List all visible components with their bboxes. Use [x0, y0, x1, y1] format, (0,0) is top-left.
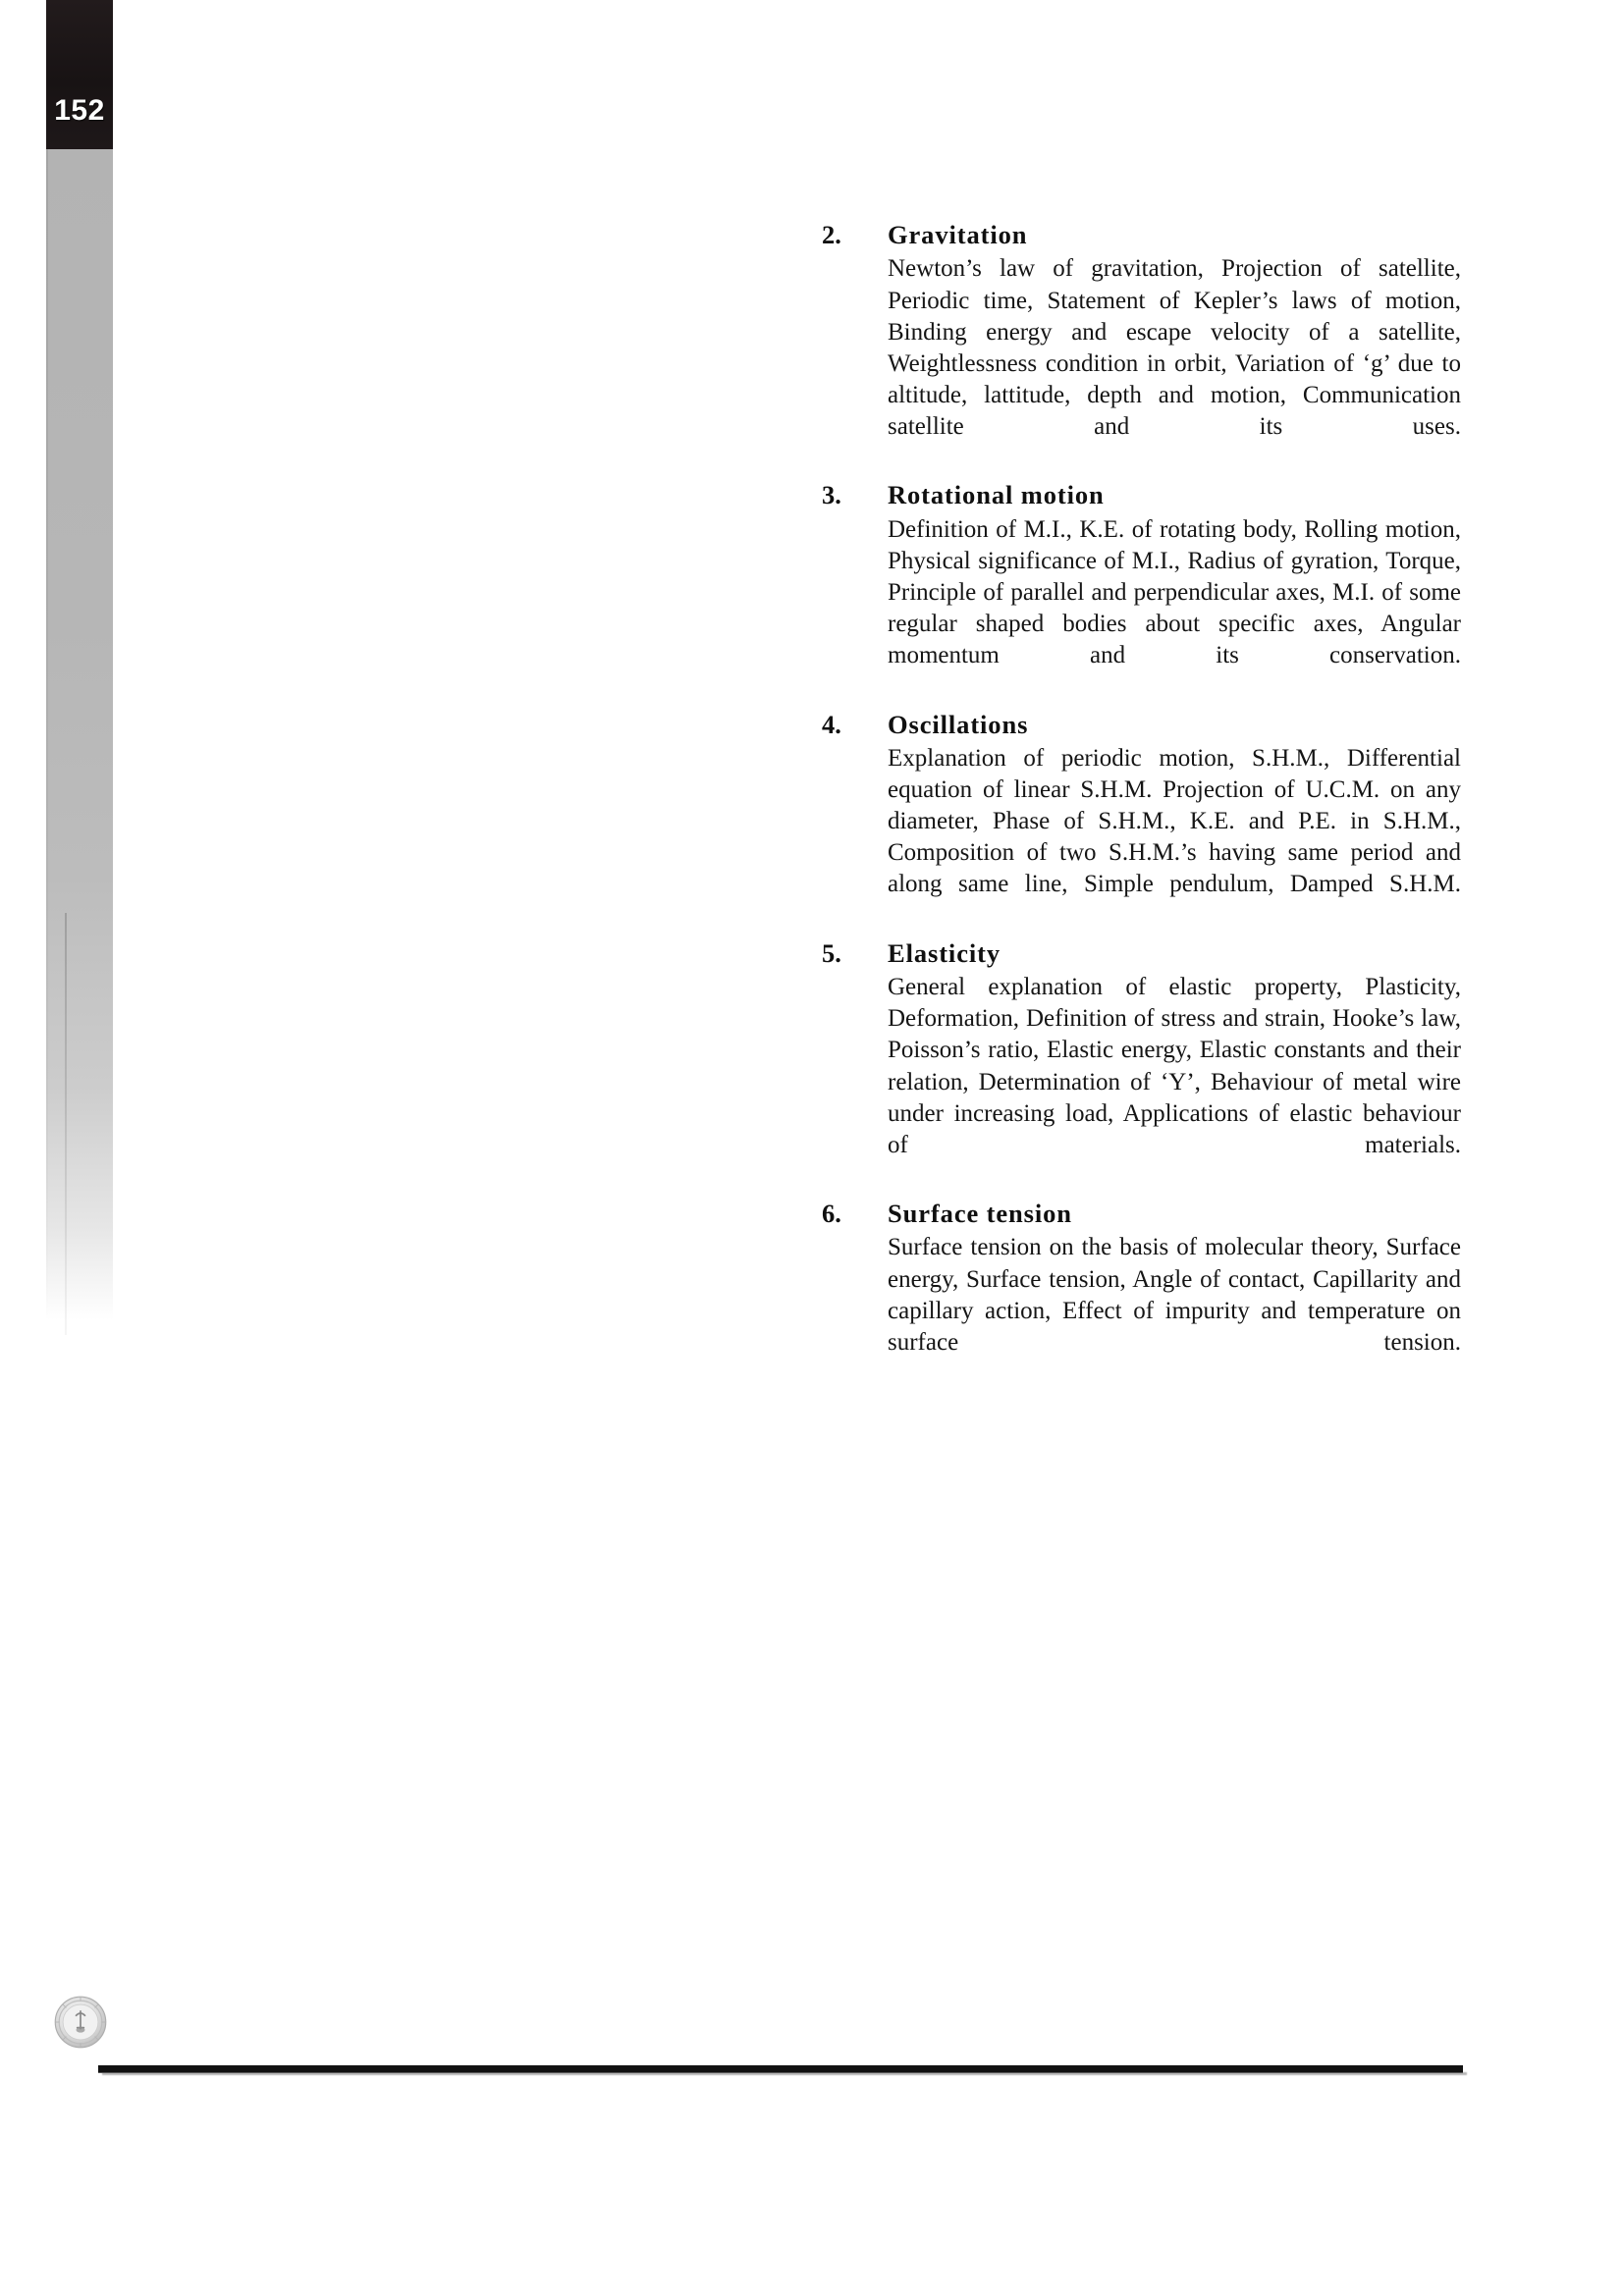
topic-description: Surface tension on the basis of molecular theory, Surface energy, Surface tension, Angle of contact, Capillarity and capillary action, Effect of impurity and temperature on surface tension.: [888, 1234, 1461, 1356]
topic-description: Explanation of periodic motion, S.H.M., Differential equation of linear S.H.M. Projection of U.C.M. on any diameter, Phase of S.H.M., K.E. and P.E. in S.H.M., Composition of two S.H.M.’s having same period and along same line, Simple pendulum, Damped S.H.M.: [888, 744, 1461, 898]
spine-accent-line: [65, 913, 67, 1335]
bottom-rule: [98, 2065, 1463, 2072]
page-number: 152: [54, 94, 105, 127]
topic-title: Surface tension: [888, 1199, 1072, 1228]
syllabus-topic-list: [817, 218, 1461, 1394]
topic-number: 4.: [822, 709, 841, 739]
spine-gradient-strip: [46, 149, 113, 1320]
topic-heading: [817, 708, 1461, 741]
topic-heading: [817, 1197, 1461, 1230]
topic-description: Newton’s law of gravitation, Projection of satellite, Periodic time, Statement of Kepler’s laws of motion, Binding energy and escape velocity of a satellite, Weightlessness condition in orbit, Variation of ‘g’ due to altitude, lattitude, depth and motion, Communication satellite and its uses.: [888, 255, 1461, 441]
topic-title: Elasticity: [888, 937, 1001, 968]
topic-heading: [817, 936, 1461, 970]
topic-item: [817, 708, 1461, 933]
topic-number: 5.: [822, 937, 841, 968]
topic-title: Gravitation: [888, 220, 1028, 249]
topic-title: Rotational motion: [888, 480, 1105, 510]
topic-item: [817, 1197, 1461, 1390]
topic-number: 3.: [822, 480, 841, 510]
topic-number: 2.: [822, 220, 841, 249]
topic-item: [817, 478, 1461, 703]
topic-title: Oscillations: [888, 709, 1029, 739]
page-number-tab: [46, 0, 113, 149]
topic-number: 6.: [822, 1199, 841, 1228]
topic-description: General explanation of elastic property, Plasticity, Deformation, Definition of stress and strain, Hooke’s law, Poisson’s ratio, Elastic energy, Elastic constants and their relation, Determination of ‘Y’, Behaviour of metal wire under increasing load, Applications of elastic behaviour of materials.: [888, 974, 1461, 1158]
spine-hairline: [46, 149, 48, 1320]
seal-emblem-icon: [53, 1995, 108, 2050]
topic-description: Definition of M.I., K.E. of rotating body, Rolling motion, Physical significance of M.I., Radius of gyration, Torque, Principle of parallel and perpendicular axes, M.I. of some regular shaped bodies about specific axes, Angular momentum and its conservation.: [888, 515, 1461, 669]
bottom-rule-shadow: [102, 2072, 1467, 2075]
topic-item: [817, 218, 1461, 474]
topic-heading: [817, 478, 1461, 511]
topic-heading: [817, 218, 1461, 251]
topic-item: [817, 936, 1461, 1193]
